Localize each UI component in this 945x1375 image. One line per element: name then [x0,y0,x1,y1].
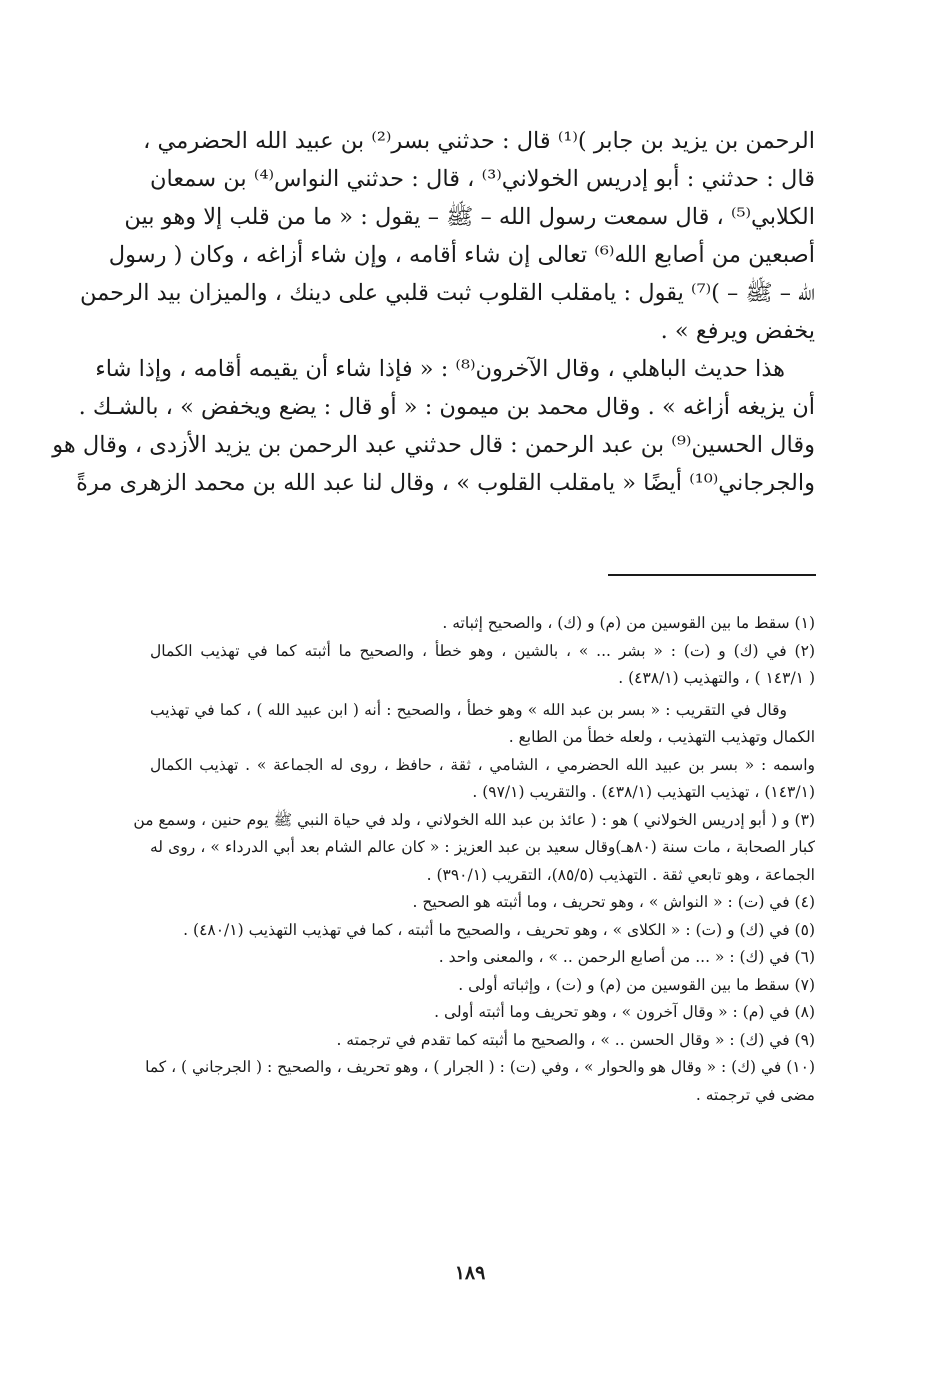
footnote-line-8: (٣) و ( أبو إدريس الخولاني ) هو : ( عائذ بن عبد الله الخولاني ، ولد في حياة النبي ﷺ يوم حنين ، وسمع من [133,810,815,829]
footnote-line-14: (٧) سقط ما بين القوسين من (م) و (ت) ، وإثباته أولى . [458,975,815,994]
footnotes-block [133,610,815,1109]
footnote-line-10: الجماعة ، وهو تابعي ثقة . التهذيب (٨٥/٥)، التقريب (٣٩٠/١) . [426,865,815,884]
main-line-9: وقال الحسين⁽⁹⁾ بن عبد الرحمن : قال حدثني عبد الرحمن بن يزيد الأزدى ، وقال هو [52,432,815,458]
footnote-line-5: الكمال وتهذيب التهذيب ، ولعله خطأ من الطابع . [508,728,815,746]
footnote-line-7: (١٤٣/١) ، تهذيب التهذيب (٤٣٨/١) . والتقريب (٩٧/١) . [472,783,815,801]
footnote-line-2: (٢) في (ك) و (ت) : « بشر ... » ، بالشين ، وهو خطأ ، والصحيح ما أثبته كما في تهذيب الكمال [150,641,815,660]
main-line-7: هذا حديث الباهلي ، وقال الآخرون⁽⁸⁾ : « فإذا شاء أن يقيمه أقامه ، وإذا شاء [95,356,785,382]
main-line-5: الله – ﷺ – )⁽⁷⁾ يقول : يامقلب القلوب ثبت قلبي على دينك ، والميزان بيد الرحمن [79,280,815,306]
footnote-line-11: (٤) في (ت) : « النواش » ، وهو تحريف ، وما أثبته هو الصحيح . [412,893,815,911]
main-line-2: قال : حدثني : أبو إدريس الخولاني⁽³⁾ ، قال : حدثني النواس⁽⁴⁾ بن سمعان [150,166,815,192]
footnote-line-4: وقال في التقريب : « بسر بن عبد الله » وهو خطأ ، والصحيح : أنه ( ابن عبيد الله ) ، كما في تهذيب [150,700,787,719]
main-line-8: أن يزيغه أزاغه » . وقال محمد بن ميمون : « أو قال : يضع ويخفض » ، بالشـك . [78,394,815,420]
footnote-divider [608,574,816,576]
page-number: ١٨٩ [454,1262,486,1284]
main-line-3: الكلابي⁽⁵⁾ ، قال سمعت رسول الله – ﷺ – يقول : « ما من قلب إلا وهو بين [124,204,815,230]
footnote-line-16: (٩) في (ك) : « وقال الحسن .. » ، والصحيح ما أثبته كما تقدم في ترجمته . [336,1030,815,1049]
footnote-line-15: (٨) في (م) : « وقال آخرون » ، وهو تحريف وما أثبته أولى . [434,1003,815,1021]
main-line-10: والجرجاني⁽¹⁰⁾ أيضًا « يامقلب القلوب » ، وقال لنا عبد الله بن محمد الزهرى مرةً [76,470,815,496]
main-line-4: أصبعين من أصابع الله⁽⁶⁾ تعالى إن شاء أقامه ، وإن شاء أزاغه ، وكان ( رسول [108,242,815,268]
footnote-line-6: واسمه : « بسر بن عبيد الله الحضرمي ، الشامي ، ثقة ، حافظ ، روى له الجماعة » . تهذيب الكمال [150,755,815,774]
main-text-block [52,122,815,502]
footnote-line-17: (١٠) في (ك) : « وقال هو والحوار » ، وفي (ت) : ( الجرار ) ، وهو تحريف ، والصحيح : ( الجرجاني ) ، كما [145,1058,815,1076]
footnote-line-9: كبار الصحابة ، مات سنة (٨٠هـ)وقال سعيد بن عبد العزيز : « كان عالم الشام بعد أبي الدرداء » ، روى له [150,838,815,856]
main-line-1: الرحمن بن يزيد بن جابر )⁽¹⁾ قال : حدثني بسر⁽²⁾ بن عبيد الله الحضرمي ، [143,128,815,154]
main-line-6: يخفض ويرفع » . [660,318,815,344]
footnote-line-18: مضى في ترجمته . [695,1085,815,1104]
footnote-line-1: (١) سقط ما بين القوسين من (م) و (ك) ، والصحيح إثباته . [442,614,815,632]
footnote-line-13: (٦) في (ك) : « ... من أصابع الرحمن .. » ، والمعنى واحد . [438,948,815,966]
footnote-line-3: ( ١٤٣/١ ) ، والتهذيب (٤٣٨/١) . [618,669,815,687]
footnote-line-12: (٥) في (ك) و (ت) : « الكلاى » ، وهو تحريف ، والصحيح ما أثبته ، كما في تهذيب التهذيب (٤٨٠/١) . [183,920,815,939]
